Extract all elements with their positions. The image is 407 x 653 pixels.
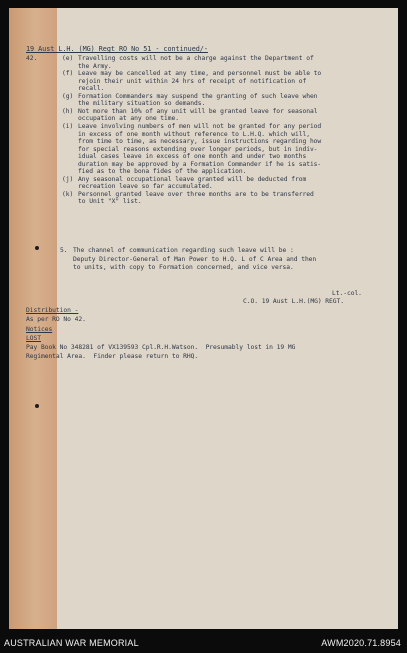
item-label: (e) — [62, 55, 74, 62]
item-text-line: recall. — [78, 85, 105, 93]
item-text-line: to Unit "X" list. — [78, 198, 142, 206]
item-label: (k) — [62, 190, 74, 198]
item-text-line: in excess of one month without reference to L.H.Q. which will, — [78, 130, 310, 138]
item-text-line: recreation leave so far accumulated. — [78, 183, 213, 191]
item-label: (g) — [62, 92, 74, 100]
notices-heading: Notices — [26, 326, 53, 333]
paragraph-5-line: Deputy Director-General of Man Power to H.Q. L of C Area and then — [73, 256, 317, 263]
item-label: (i) — [62, 122, 74, 130]
item-text-line: duration may be approved by a Formation Commander if he is satis- — [78, 160, 322, 168]
lost-notice-line: Regimental Area. Finder please return to RHQ. — [26, 353, 199, 360]
item-text-line: from time to time, as necessary, issue instructions regarding how — [78, 138, 322, 146]
item-text-line: Any seasonal occupational leave granted will be deducted from — [78, 175, 307, 183]
item-text-line: rejoin their unit within 24 hrs of receipt of notification of — [78, 77, 307, 85]
document-page — [9, 8, 398, 629]
signature-rank: Lt.-col. — [332, 290, 362, 297]
paragraph-5-line: The channel of communication regarding such leave will be : — [73, 247, 294, 254]
item-text-line: for special reasons extending over longer periods, but in indiv- — [78, 145, 318, 153]
item-label: (f) — [62, 70, 74, 78]
punch-hole — [35, 246, 39, 250]
footer-accession-number: AWM2020.71.8954 — [321, 638, 401, 648]
item-label: (j) — [62, 175, 74, 183]
item-text-line: Formation Commanders may suspend the granting of such leave when — [78, 92, 318, 100]
paragraph-5-number: 5. — [60, 247, 68, 254]
item-text-line: Personnel granted leave over three months are to be transferred — [78, 190, 314, 198]
item-text-line: Not more than 10% of any unit will be granted leave for seasonal — [78, 107, 318, 115]
item-text-line: occupation at any one time. — [78, 115, 180, 123]
item-text-line: Leave involving numbers of men will not be granted for any period — [78, 122, 322, 130]
lost-heading: LOST — [26, 335, 41, 342]
signature-unit: C.O. 19 Aust L.H.(MG) REGT. — [243, 298, 345, 305]
paragraph-number: 42. — [26, 55, 38, 62]
lost-notice-line: Pay Book No 348281 of VX139593 Cpl.R.H.Watson. Presumably lost in 19 MG — [26, 344, 296, 351]
item-text-line: the Army. — [78, 62, 112, 70]
item-text-line: idual cases leave in excess of one month and under two months — [78, 153, 307, 161]
footer-institution: AUSTRALIAN WAR MEMORIAL — [4, 638, 139, 648]
item-text-line: the military situation so demands. — [78, 100, 206, 108]
distribution-heading: Distribution - — [26, 307, 79, 314]
item-text-line: fied as to the bona fides of the application. — [78, 168, 247, 176]
item-label: (h) — [62, 107, 74, 115]
punch-hole — [35, 404, 39, 408]
item-text-line: Leave may be cancelled at any time, and personnel must be able to — [78, 70, 322, 78]
item-text-line: Travelling costs will not be a charge against the Department of — [78, 55, 314, 62]
document-header: 19 Aust L.H. (MG) Regt RO No 51 - continued/- — [26, 45, 208, 53]
distribution-text: As per RO No 42. — [26, 316, 86, 323]
paragraph-5-line: to units, with copy to Formation concerned, and vice versa. — [73, 264, 294, 271]
